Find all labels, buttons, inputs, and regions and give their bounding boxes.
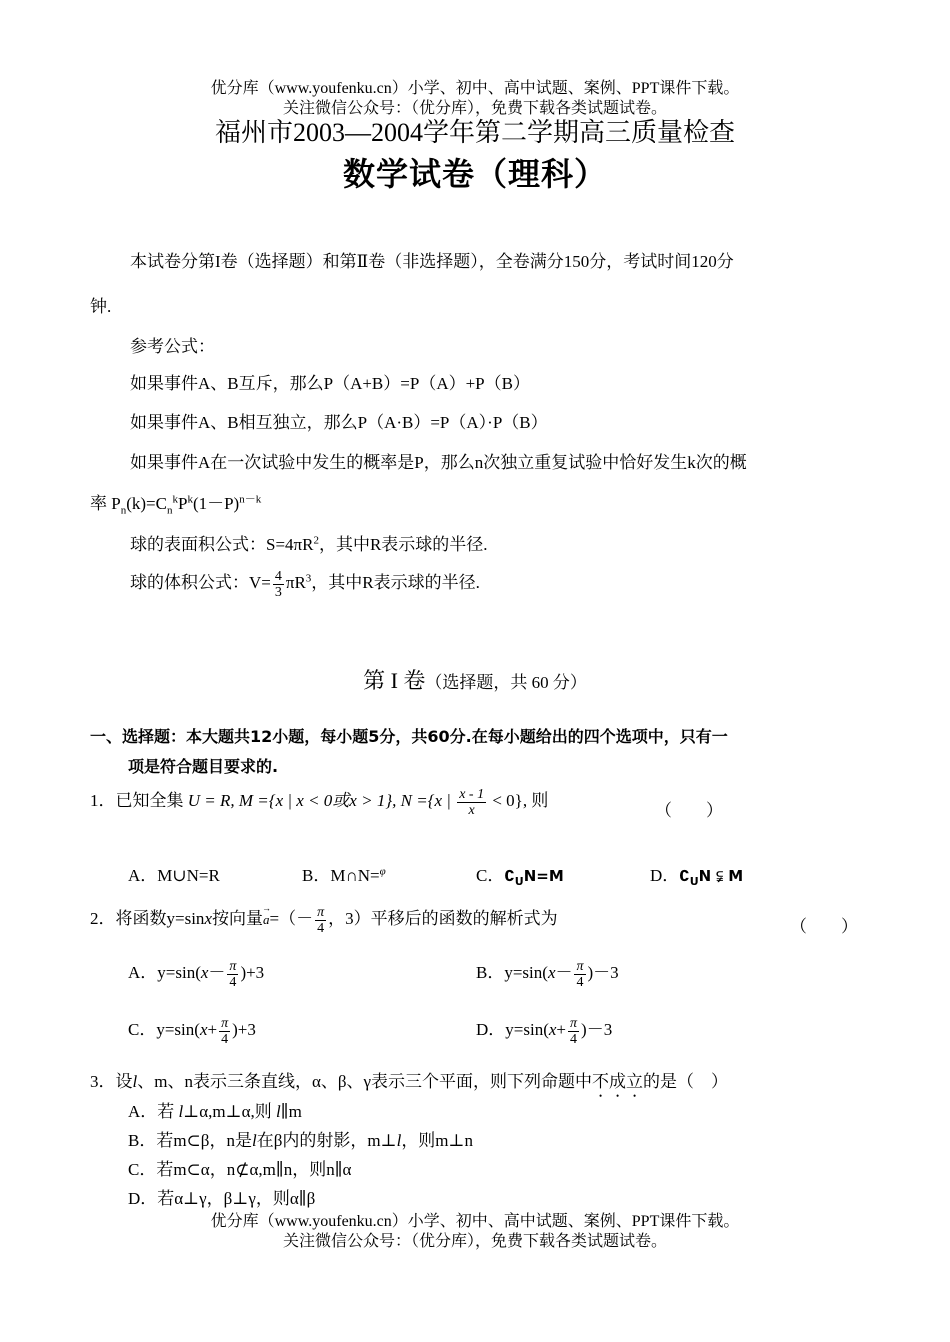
q3-option-b: B．若m⊂β，n是l在β内的射影，m⊥l，则m⊥n [128, 1131, 474, 1150]
intro-paragraph-1-end: 钟. [90, 297, 112, 316]
footer-line-1: 优分库（www.youfenku.cn）小学、初中、高中试题、案例、PPT课件下载。 [210, 1213, 740, 1230]
formula-sphere-volume: 球的体积公式：V= $\frac{4}{3}$ $\pi R^3$，其中R表示球的半径. [130, 568, 480, 600]
question-1-answer-bracket: （ ） [655, 801, 723, 820]
exam-subtitle: 数学试卷（理科） [342, 156, 607, 192]
q1-option-a: A．M∪N=R [128, 866, 220, 885]
question-1: 1．已知全集 U = R, M ={x | x < 0或x > 1}, N ={x | $\frac{x - 1}{x}$ < 0}, 则 [90, 786, 549, 818]
q2-fraction: $\frac{\pi}{4}$ [317, 904, 325, 936]
intro-paragraph-1: 本试卷分第I卷（选择题）和第Ⅱ卷（非选择题），全卷满分150分，考试时间120分 [130, 252, 734, 271]
formula-mutually-exclusive: 如果事件A、B互斥，那么P（A+B）=P（A）+P（B） [130, 374, 530, 393]
q3-option-d: D．若α⊥γ，β⊥γ，则α∥β [128, 1189, 316, 1208]
question-3: 3．设l、m、n表示三条直线，α、β、γ表示三个平面，则下列命题中不成立的是（ ） [90, 1072, 729, 1091]
fraction-four-thirds: $\frac{4}{3}$ [274, 568, 282, 600]
formula-sphere-area: 球的表面积公式：$S=4\pi R^2$，其中R表示球的半径. [130, 534, 488, 554]
question-2-answer-bracket: （ ） [790, 917, 858, 936]
exam-title: 福州市2003—2004学年第二学期高三质量检查 [214, 118, 735, 147]
q1-fraction: $\frac{x - 1}{x}$ [459, 786, 485, 818]
part-one-instructions-end: 项是符合题目要求的. [128, 757, 279, 776]
q1-option-b: B．M∩N=$^\varphi$ [302, 865, 386, 885]
q2-option-b: B．y=sin(x－ $\frac{\pi}{4}$ )－3 [476, 958, 619, 990]
part-one-instructions: 一、选择题：本大题共12小题，每小题5分，共60分.在每小题给出的四个选项中，只有一 [90, 727, 728, 746]
q1-option-d: D．$∁_UN$ ⫋ M [650, 866, 744, 888]
q3-option-a: A．若 l⊥α,m⊥α,则 l∥m [128, 1102, 302, 1121]
formula-binomial-text: 如果事件A在一次试验中发生的概率是P，那么n次独立重复试验中恰好发生k次的概 [130, 453, 747, 472]
header-line-2: 关注微信公众号：（优分库），免费下载各类试题试卷。 [282, 100, 667, 117]
q1-option-c: C．$∁_UN=M$ [476, 866, 564, 888]
q2-option-c: C．y=sin(x+ $\frac{\pi}{4}$ )+3 [128, 1015, 256, 1047]
question-2: 2．将函数y=sinx按向量→ a=（－ $\frac{\pi}{4}$ ，3）平移后的函数的解析式为 [90, 904, 558, 936]
header-line-1: 优分库（www.youfenku.cn）小学、初中、高中试题、案例、PPT课件下载。 [210, 80, 740, 97]
q2-option-d: D．y=sin(x+ $\frac{\pi}{4}$ )－3 [476, 1015, 613, 1047]
q3-option-c: C．若m⊂α，n⊄α,m∥n，则n∥α [128, 1160, 352, 1179]
emphasis-not-valid: 不成立 [592, 1072, 644, 1091]
formula-independent: 如果事件A、B相互独立，那么P（A·B）=P（A）·P（B） [130, 413, 548, 432]
vector-a: → a [263, 912, 270, 928]
footer-line-2: 关注微信公众号：（优分库），免费下载各类试题试卷。 [282, 1233, 667, 1250]
formula-binomial: 率 $P_n(k)=C_n^kP^k(1-P)^{n-k}$ [90, 493, 262, 517]
section-heading: 第 I 卷（选择题，共 60 分） [363, 668, 587, 693]
q2-option-a: A．y=sin(x－ $\frac{\pi}{4}$ )+3 [128, 958, 265, 990]
reference-formulas-label: 参考公式： [130, 337, 215, 356]
